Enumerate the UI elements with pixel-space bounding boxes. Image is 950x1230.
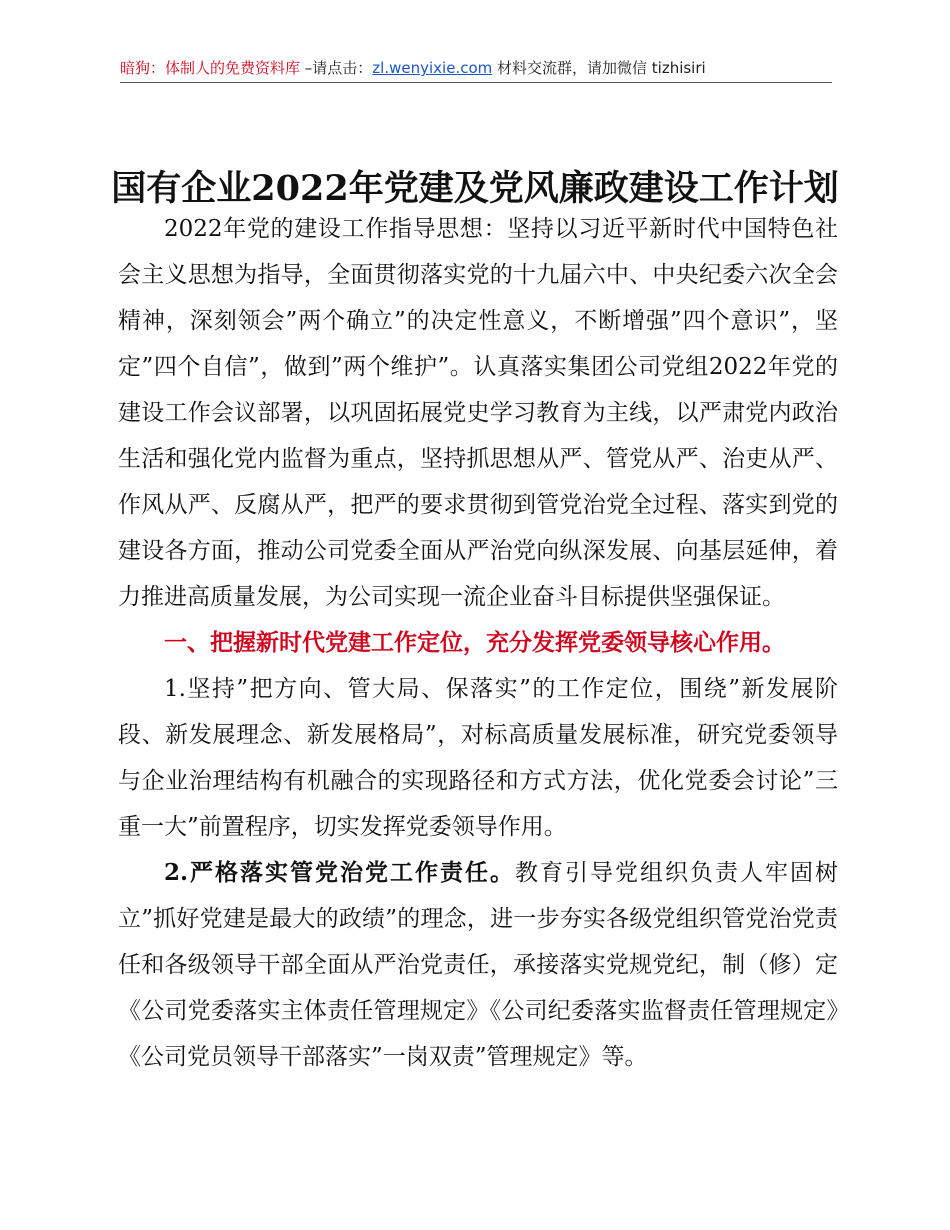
header-bar xyxy=(120,58,830,78)
intro-paragraph: 2022年党的建设工作指导思想：坚持以习近平新时代中国特色社会主义思想为指导，全面贯彻落实党的十九届六中、中央纪委六次全会精神，深刻领会”两个确立”的决定性意义，不断增强”四个意识”，坚定”四个自信”，做到”两个维护”。认真落实集团公司党组2022年党的建设工作会议部署，以巩固拓展党史学习教育为主线，以严肃党内政治生活和强化党内监督为重点，坚持抓思想从严、管党从严、治吏从严、作风从严、反腐从严，把严的要求贯彻到管党治党全过程、落实到党的建设各方面，推动公司党委全面从严治党向纵深发展、向基层延伸，着力推进高质量发展，为公司实现一流企业奋斗目标提供坚强保证。 xyxy=(118,216,838,610)
header-contact: 材料交流群，请加微信 tizhisiri xyxy=(492,59,706,77)
section-heading-1: 一、把握新时代党建工作定位，充分发挥党委领导核心作用。 xyxy=(164,629,785,656)
header-prompt: –请点击： xyxy=(300,59,373,77)
item-2-paragraph xyxy=(118,850,838,1080)
header-brand: 暗狗：体制人的免费资料库 xyxy=(120,59,301,77)
header-divider xyxy=(120,82,832,83)
header-link[interactable]: zl.wenyixie.com xyxy=(372,59,493,77)
item-2-lead: 2.严格落实管党治党工作责任。 xyxy=(164,859,516,886)
item-1-paragraph: 1.坚持”把方向、管大局、保落实”的工作定位，围绕”新发展阶段、新发展理念、新发展格局”，对标高质量发展标准，研究党委领导与企业治理结构有机融合的实现路径和方式方法，优化党委会讨论”三重一大”前置程序，切实发挥党委领导作用。 xyxy=(118,676,838,840)
document-title: 国有企业2022年党建及党风廉政建设工作计划 xyxy=(111,168,839,210)
document-body xyxy=(118,206,838,1080)
item-2-body: 教育引导党组织负责人牢固树立”抓好党建是最大的政绩”的理念，进一步夯实各级党组织管党治党责任和各级领导干部全面从严治党责任，承接落实党规党纪，制（修）定《公司党委落实主体责任管理规定》《公司纪委落实监督责任管理规定》《公司党员领导干部落实”一岗双责”管理规定》等。 xyxy=(118,860,839,1070)
